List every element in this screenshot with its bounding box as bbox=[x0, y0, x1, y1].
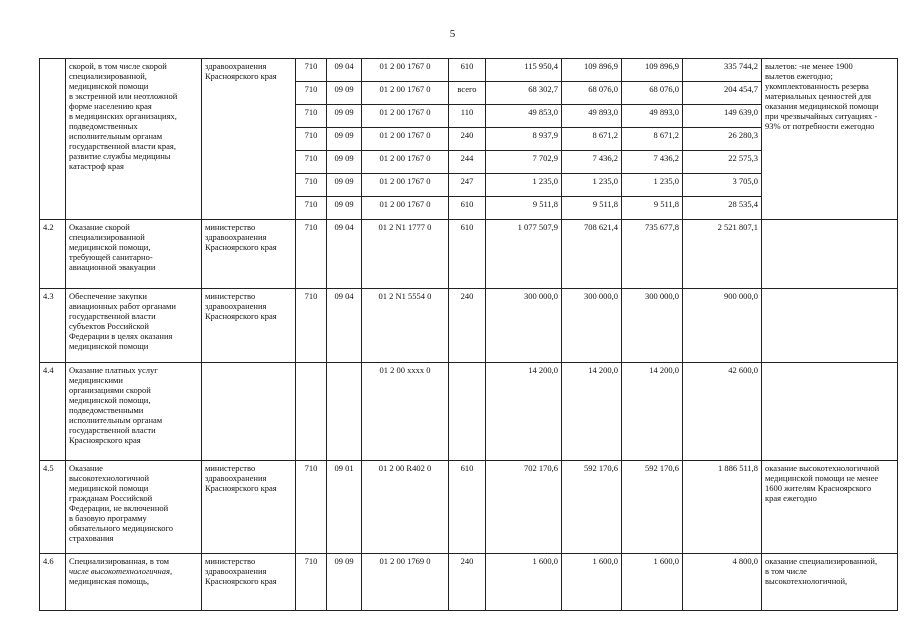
rzpr-cell: 09 09 bbox=[327, 128, 362, 151]
page-number: 5 bbox=[449, 28, 456, 40]
executor-cell: министерство здравоохранения Красноярского края bbox=[202, 554, 296, 611]
year3-cell: 68 076,0 bbox=[622, 82, 683, 105]
rzpr-cell: 09 09 bbox=[327, 105, 362, 128]
year1-cell: 9 511,8 bbox=[486, 197, 562, 220]
description-cell bbox=[66, 554, 202, 611]
year2-cell: 1 235,0 bbox=[562, 174, 622, 197]
vr-cell: 240 bbox=[449, 554, 486, 611]
table-row bbox=[40, 289, 898, 363]
vr-cell: 610 bbox=[449, 197, 486, 220]
row-number: 4.5 bbox=[40, 461, 66, 554]
rzpr-cell: 09 09 bbox=[327, 174, 362, 197]
rzpr-cell: 09 04 bbox=[327, 220, 362, 289]
description-line: Специализированная, в том bbox=[69, 556, 170, 566]
year3-cell: 592 170,6 bbox=[622, 461, 683, 554]
grbs-cell: 710 bbox=[296, 220, 327, 289]
year2-cell: 14 200,0 bbox=[562, 363, 622, 461]
grbs-cell: 710 bbox=[296, 59, 327, 82]
year2-cell: 68 076,0 bbox=[562, 82, 622, 105]
year3-cell: 735 677,8 bbox=[622, 220, 683, 289]
year3-cell: 8 671,2 bbox=[622, 128, 683, 151]
rzpr-cell: 09 04 bbox=[327, 59, 362, 82]
total-cell: 4 800,0 bbox=[683, 554, 762, 611]
year3-cell: 9 511,8 bbox=[622, 197, 683, 220]
rzpr-cell bbox=[327, 363, 362, 461]
description-cell: скорой, в том числе скорой специализированной, медицинской помощи в экстренной или неотложной форме населению края в медицинских организациях, подведомственных исполнительным органам государственной власти края, развитие службы медицины катастроф края bbox=[66, 59, 202, 220]
csr-cell: 01 2 00 1767 0 bbox=[362, 128, 449, 151]
year1-cell: 7 702,9 bbox=[486, 151, 562, 174]
vr-cell bbox=[449, 363, 486, 461]
total-cell: 28 535,4 bbox=[683, 197, 762, 220]
executor-cell: министерство здравоохранения Красноярского края bbox=[202, 461, 296, 554]
vr-cell: 610 bbox=[449, 59, 486, 82]
vr-cell: 610 bbox=[449, 220, 486, 289]
year3-cell: 49 893,0 bbox=[622, 105, 683, 128]
rzpr-cell: 09 01 bbox=[327, 461, 362, 554]
year1-cell: 68 302,7 bbox=[486, 82, 562, 105]
result-cell: вылетов: -не менее 1900 вылетов ежегодно; укомплектованность резерва материальных ценностей для оказания медицинской помощи при чрезвычайных ситуациях - 93% от потребности ежегодно bbox=[762, 59, 898, 220]
year3-cell: 14 200,0 bbox=[622, 363, 683, 461]
rzpr-cell: 09 09 bbox=[327, 197, 362, 220]
description-cell: Оказание платных услуг медицинскими организациями скорой медицинской помощи, подведомственными исполнительным органам государственной власти Красноярского края bbox=[66, 363, 202, 461]
grbs-cell: 710 bbox=[296, 105, 327, 128]
year1-cell: 300 000,0 bbox=[486, 289, 562, 363]
grbs-cell: 710 bbox=[296, 554, 327, 611]
year1-cell: 8 937,9 bbox=[486, 128, 562, 151]
table-row bbox=[40, 220, 898, 289]
executor-cell: здравоохранения Красноярского края bbox=[202, 59, 296, 220]
csr-cell: 01 2 00 R402 0 bbox=[362, 461, 449, 554]
vr-cell: 610 bbox=[449, 461, 486, 554]
csr-cell: 01 2 00 1767 0 bbox=[362, 174, 449, 197]
vr-cell: 110 bbox=[449, 105, 486, 128]
year3-cell: 109 896,9 bbox=[622, 59, 683, 82]
row-number: 4.2 bbox=[40, 220, 66, 289]
year2-cell: 9 511,8 bbox=[562, 197, 622, 220]
row-number bbox=[40, 59, 66, 220]
csr-cell: 01 2 N1 5554 0 bbox=[362, 289, 449, 363]
table-row bbox=[40, 363, 898, 461]
vr-cell: всего bbox=[449, 82, 486, 105]
row-number: 4.4 bbox=[40, 363, 66, 461]
result-cell: оказание специализированной, в том числе высокотехнологичной, bbox=[762, 554, 898, 611]
executor-cell: министерство здравоохранения Красноярского края bbox=[202, 220, 296, 289]
table-row bbox=[40, 59, 898, 82]
year1-cell: 115 950,4 bbox=[486, 59, 562, 82]
total-cell: 42 600,0 bbox=[683, 363, 762, 461]
grbs-cell: 710 bbox=[296, 461, 327, 554]
year3-cell: 1 235,0 bbox=[622, 174, 683, 197]
csr-cell: 01 2 00 1769 0 bbox=[362, 554, 449, 611]
year2-cell: 592 170,6 bbox=[562, 461, 622, 554]
row-number: 4.3 bbox=[40, 289, 66, 363]
csr-cell: 01 2 00 1767 0 bbox=[362, 197, 449, 220]
result-cell: оказание высокотехнологичной медицинской помощи не менее 1600 жителям Красноярского края ежегодно bbox=[762, 461, 898, 554]
year2-cell: 708 621,4 bbox=[562, 220, 622, 289]
grbs-cell: 710 bbox=[296, 197, 327, 220]
year2-cell: 7 436,2 bbox=[562, 151, 622, 174]
total-cell: 149 639,0 bbox=[683, 105, 762, 128]
year3-cell: 1 600,0 bbox=[622, 554, 683, 611]
year3-cell: 300 000,0 bbox=[622, 289, 683, 363]
year2-cell: 49 893,0 bbox=[562, 105, 622, 128]
year2-cell: 109 896,9 bbox=[562, 59, 622, 82]
result-cell bbox=[762, 363, 898, 461]
total-cell: 26 280,3 bbox=[683, 128, 762, 151]
description-cell: Оказание высокотехнологичной медицинской помощи гражданам Российской Федерации, не включенной в базовую программу обязательного медицинского страхования bbox=[66, 461, 202, 554]
executor-cell bbox=[202, 363, 296, 461]
csr-cell: 01 2 N1 1777 0 bbox=[362, 220, 449, 289]
csr-cell: 01 2 00 1767 0 bbox=[362, 59, 449, 82]
vr-cell: 240 bbox=[449, 128, 486, 151]
result-cell bbox=[762, 220, 898, 289]
total-cell: 204 454,7 bbox=[683, 82, 762, 105]
csr-cell: 01 2 00 1767 0 bbox=[362, 151, 449, 174]
vr-cell: 247 bbox=[449, 174, 486, 197]
description-line: числе высокотехнологичная, bbox=[69, 566, 173, 576]
rzpr-cell: 09 09 bbox=[327, 151, 362, 174]
grbs-cell bbox=[296, 363, 327, 461]
description-line: медицинская помощь, bbox=[69, 576, 149, 586]
csr-cell: 01 2 00 1767 0 bbox=[362, 105, 449, 128]
rzpr-cell: 09 04 bbox=[327, 289, 362, 363]
total-cell: 1 886 511,8 bbox=[683, 461, 762, 554]
total-cell: 22 575,3 bbox=[683, 151, 762, 174]
rzpr-cell: 09 09 bbox=[327, 82, 362, 105]
row-number: 4.6 bbox=[40, 554, 66, 611]
budget-table bbox=[39, 58, 898, 611]
total-cell: 900 000,0 bbox=[683, 289, 762, 363]
table-row bbox=[40, 461, 898, 554]
rzpr-cell: 09 09 bbox=[327, 554, 362, 611]
grbs-cell: 710 bbox=[296, 174, 327, 197]
total-cell: 3 705,0 bbox=[683, 174, 762, 197]
grbs-cell: 710 bbox=[296, 151, 327, 174]
csr-cell: 01 2 00 xxxx 0 bbox=[362, 363, 449, 461]
table-row bbox=[40, 554, 898, 611]
grbs-cell: 710 bbox=[296, 289, 327, 363]
year3-cell: 7 436,2 bbox=[622, 151, 683, 174]
vr-cell: 240 bbox=[449, 289, 486, 363]
year1-cell: 1 600,0 bbox=[486, 554, 562, 611]
description-cell: Оказание скорой специализированной медицинской помощи, требующей санитарно- авиационной эвакуации bbox=[66, 220, 202, 289]
grbs-cell: 710 bbox=[296, 82, 327, 105]
year1-cell: 49 853,0 bbox=[486, 105, 562, 128]
year2-cell: 1 600,0 bbox=[562, 554, 622, 611]
year1-cell: 702 170,6 bbox=[486, 461, 562, 554]
grbs-cell: 710 bbox=[296, 128, 327, 151]
total-cell: 2 521 807,1 bbox=[683, 220, 762, 289]
result-cell bbox=[762, 289, 898, 363]
year1-cell: 14 200,0 bbox=[486, 363, 562, 461]
executor-cell: министерство здравоохранения Красноярского края bbox=[202, 289, 296, 363]
total-cell: 335 744,2 bbox=[683, 59, 762, 82]
year2-cell: 300 000,0 bbox=[562, 289, 622, 363]
year2-cell: 8 671,2 bbox=[562, 128, 622, 151]
description-cell: Обеспечение закупки авиационных работ органами государственной власти субъектов Российской Федерации в целях оказания медицинской помощи bbox=[66, 289, 202, 363]
csr-cell: 01 2 00 1767 0 bbox=[362, 82, 449, 105]
year1-cell: 1 235,0 bbox=[486, 174, 562, 197]
year1-cell: 1 077 507,9 bbox=[486, 220, 562, 289]
vr-cell: 244 bbox=[449, 151, 486, 174]
